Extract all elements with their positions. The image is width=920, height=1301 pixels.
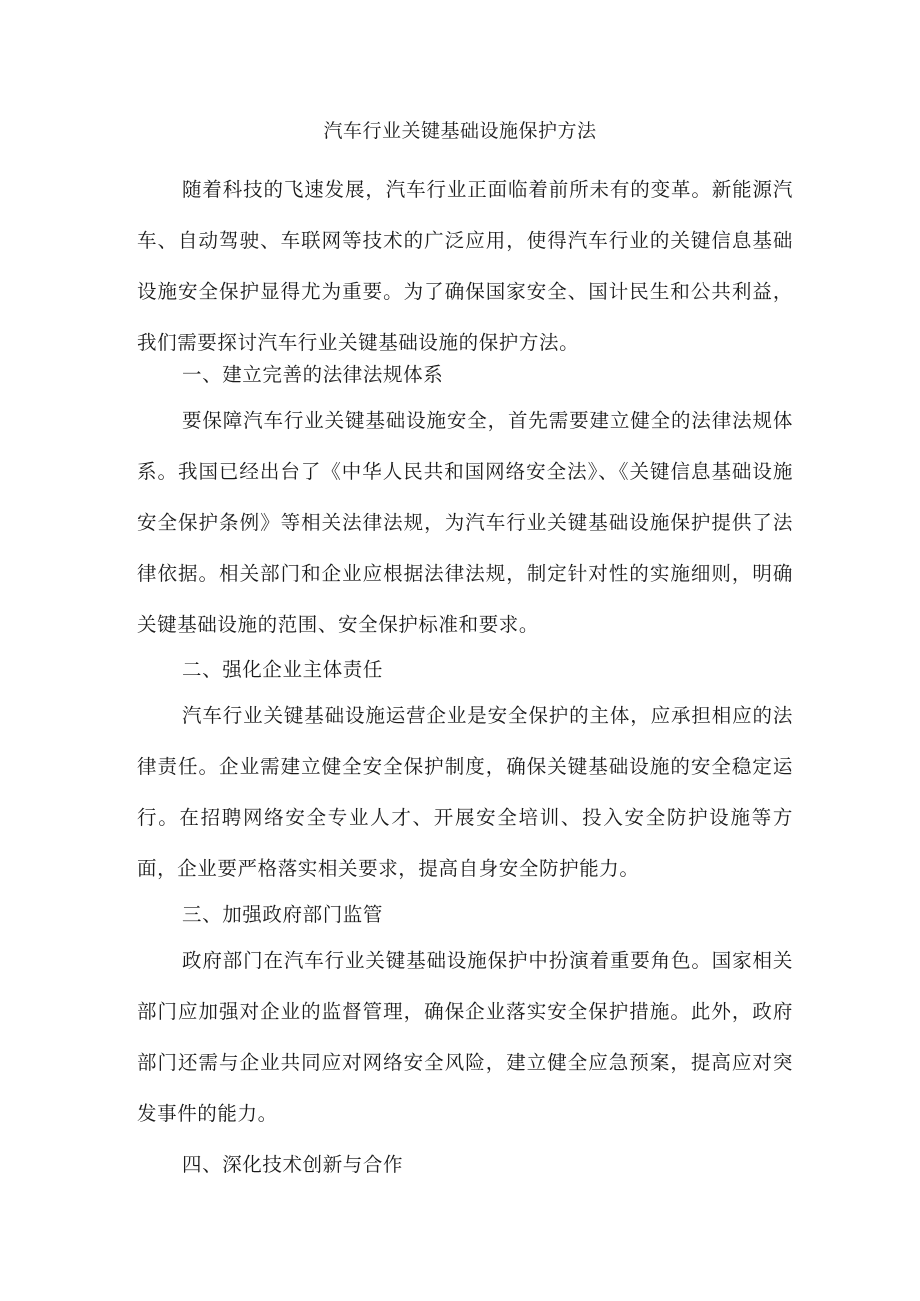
section-4-heading: 四、深化技术创新与合作 (182, 1153, 404, 1176)
section-1-body: 要保障汽车行业关键基础设施安全，首先需要建立健全的法律法规体系。我国已经出台了《中华人民共和国网络安全法》、《关键信息基础设施安全保护条例》等相关法律法规，为汽车行业关键基础设施保护提供了法律依据。相关部门和企业应根据法律法规，制定针对性的实施细则，明确关键基础设施的范围、安全保护标准和要求。 (137, 409, 793, 636)
section-1-heading: 一、建立完善的法律法规体系 (182, 363, 444, 386)
section-3-body: 政府部门在汽车行业关键基础设施保护中扮演着重要角色。国家相关部门应加强对企业的监督管理，确保企业落实安全保护措施。此外，政府部门还需与企业共同应对网络安全风险，建立健全应急预案，提高应对突发事件的能力。 (137, 949, 793, 1125)
section-2-body: 汽车行业关键基础设施运营企业是安全保护的主体，应承担相应的法律责任。企业需建立健全安全保护制度，确保关键基础设施的安全稳定运行。在招聘网络安全专业人才、开展安全培训、投入安全防护设施等方面，企业要严格落实相关要求，提高自身安全防护能力。 (137, 704, 793, 880)
section-2-heading: 二、强化企业主体责任 (182, 658, 384, 681)
section-3-heading: 三、加强政府部门监管 (182, 903, 384, 926)
intro-paragraph: 随着科技的飞速发展，汽车行业正面临着前所未有的变革。新能源汽车、自动驾驶、车联网等技术的广泛应用，使得汽车行业的关键信息基础设施安全保护显得尤为重要。为了确保国家安全、国计民生和公共利益，我们需要探讨汽车行业关键基础设施的保护方法。 (137, 178, 793, 354)
document-title: 汽车行业关键基础设施保护方法 (323, 120, 597, 142)
